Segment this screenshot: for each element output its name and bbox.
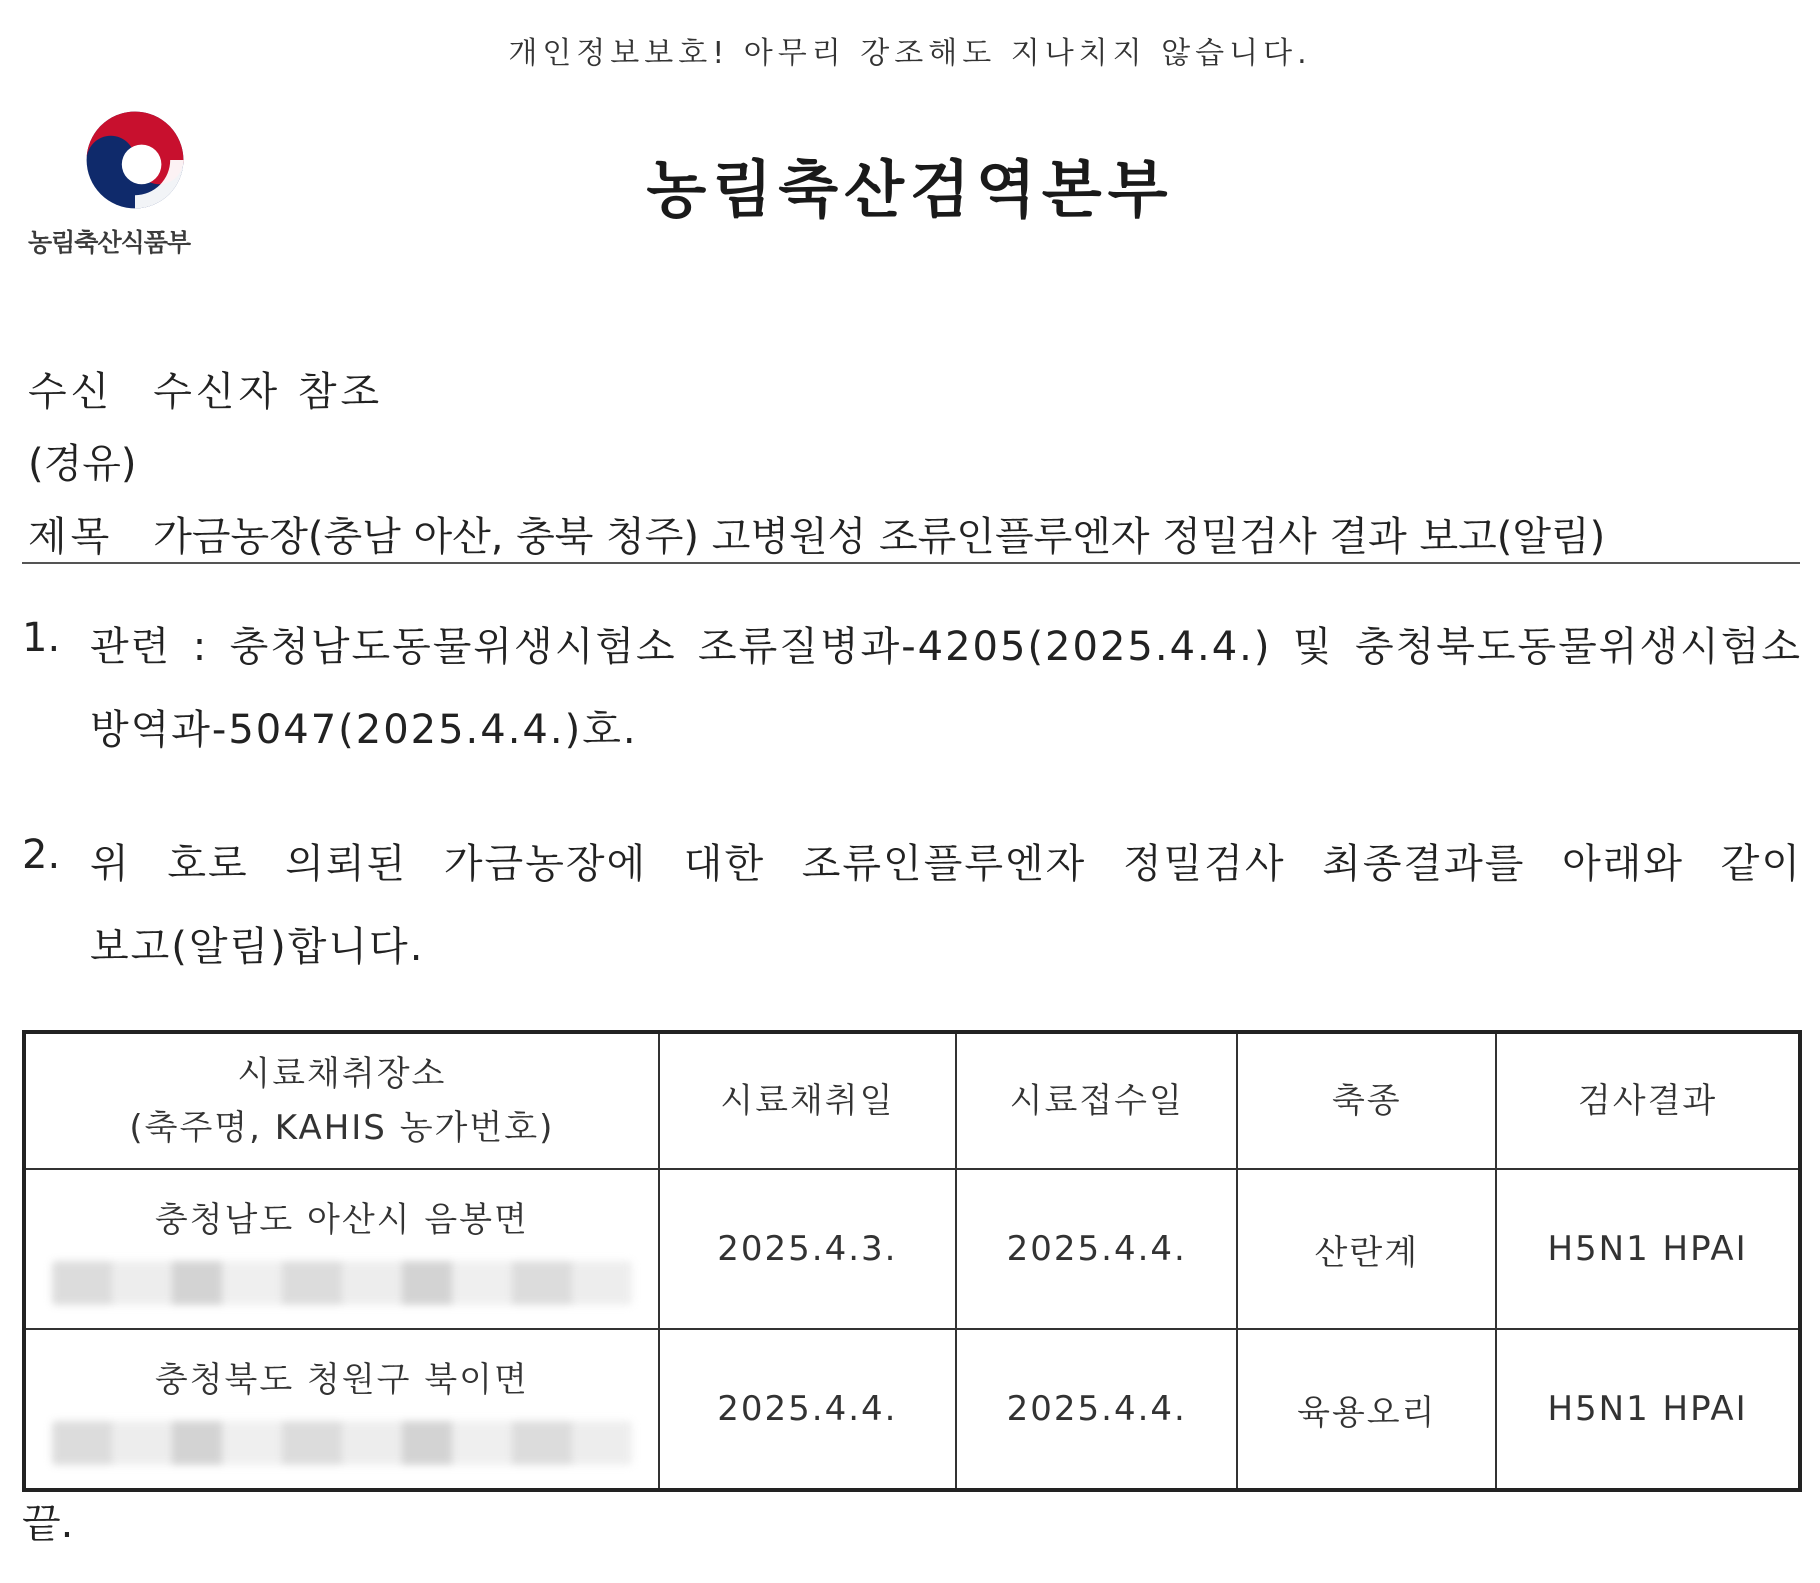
cell-place: 충청남도 아산시 음봉면: [24, 1169, 659, 1329]
redacted-farm-info: [52, 1421, 632, 1465]
result-table: [22, 1030, 1802, 1492]
table-row: [24, 1329, 1800, 1490]
paragraph-1: [22, 615, 1802, 755]
privacy-banner: 개인정보보호! 아무리 강조해도 지나치지 않습니다.: [508, 36, 1312, 71]
recipient-value: 수신자 참조: [153, 369, 384, 415]
header-result: 검사결과: [1496, 1032, 1800, 1169]
subject-line: [28, 505, 1605, 562]
cell-receipt-date: 2025.4.4.: [956, 1169, 1237, 1329]
paragraph-text: 위 호로 의뢰된 가금농장에 대한 조류인플루엔자 정밀검사 최종결과를 아래와 같이: [90, 841, 1802, 887]
cell-species: 육용오리: [1237, 1329, 1496, 1490]
via-line: (경유): [28, 441, 137, 487]
cell-species: 산란계: [1237, 1169, 1496, 1329]
recipient-line: [28, 360, 383, 417]
cell-sample-date: 2025.4.4.: [659, 1329, 956, 1490]
header-sample-date: 시료채취일: [659, 1032, 956, 1169]
recipient-label: 수신: [28, 369, 114, 415]
cell-sample-date: 2025.4.3.: [659, 1169, 956, 1329]
paragraph-number: 1.: [22, 615, 61, 661]
table-row: [24, 1169, 1800, 1329]
paragraph-number: 2.: [22, 832, 61, 878]
header-receipt-date: 시료접수일: [956, 1032, 1237, 1169]
cell-result: H5N1 HPAI: [1496, 1329, 1800, 1490]
header-species: 축종: [1237, 1032, 1496, 1169]
subject-label: 제목: [28, 514, 114, 560]
subject-value: 가금농장(충남 아산, 충북 청주) 고병원성 조류인플루엔자 정밀검사 결과 보고(알림): [153, 514, 1606, 560]
paragraph-text-continued: 보고(알림)합니다.: [90, 924, 425, 970]
paragraph-text: 관련 : 충청남도동물위생시험소 조류질병과-4205(2025.4.4.) 및 충청북도동물위생시험소: [90, 624, 1802, 670]
header-place: 시료채취장소 (축주명, KAHIS 농가번호): [24, 1032, 659, 1169]
cell-place: 충청북도 청원구 북이면: [24, 1329, 659, 1490]
org-title: 농림축산검역본부: [646, 153, 1174, 226]
logo-text: 농림축산식품부: [28, 228, 191, 257]
cell-receipt-date: 2025.4.4.: [956, 1329, 1237, 1490]
header-divider: [22, 562, 1800, 564]
table-header-row: [24, 1032, 1800, 1169]
paragraph-text-continued: 방역과-5047(2025.4.4.)호.: [90, 707, 638, 753]
end-mark: 끝.: [22, 1501, 74, 1547]
redacted-farm-info: [52, 1261, 632, 1305]
paragraph-2: [22, 832, 1802, 972]
cell-result: H5N1 HPAI: [1496, 1169, 1800, 1329]
